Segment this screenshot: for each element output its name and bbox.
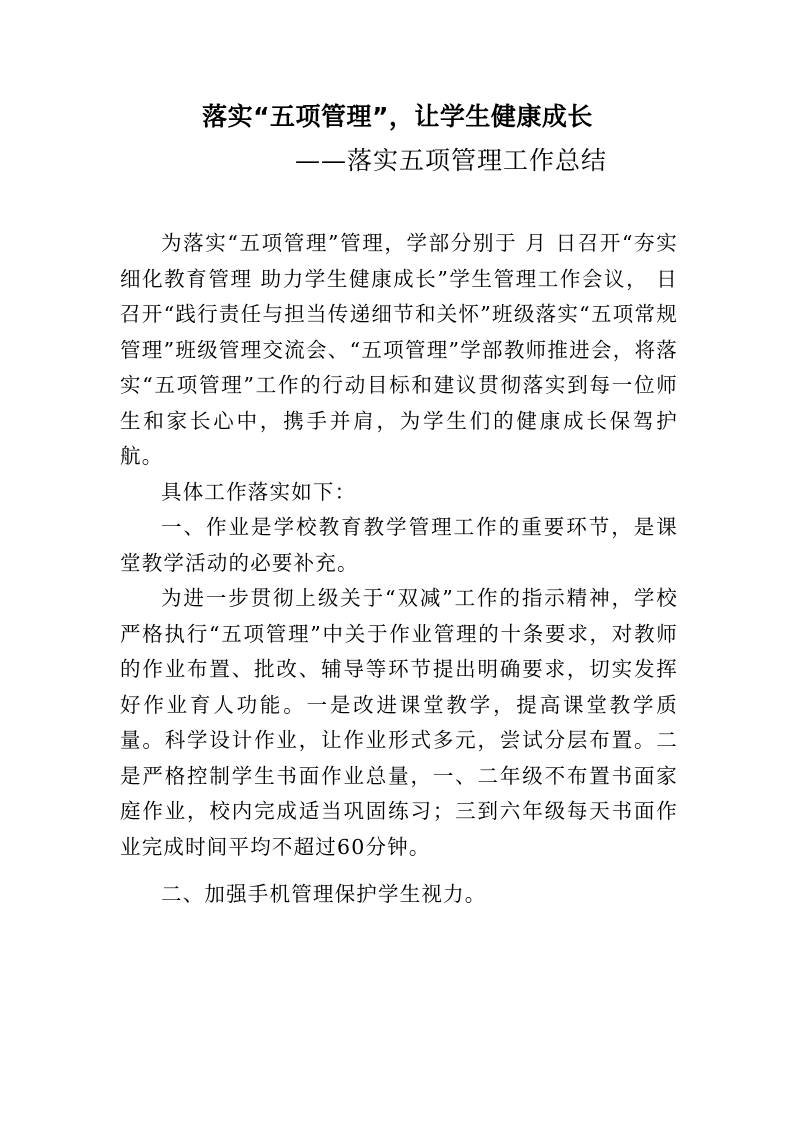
paragraph-intro: 为落实“五项管理”管理，学部分别于 月 日召开“夯实细化教育管理 助力学生健康成长”学生管理工作会议， 日召开“践行责任与担当传递细节和关怀”班级落实“五项常规管理”班级管理交流会、“五项管理”学部教师推进会，将落实“五项管理”工作的行动目标和建议贯彻落实到每一位师生和家长心中，携手并肩，为学生们的健康成长保驾护航。 [120,231,678,468]
paragraph-section-one-heading: 一、作业是学校教育教学管理工作的重要环节，是课堂教学活动的必要补充。 [120,515,678,575]
paragraph-homework-management: 为进一步贯彻上级关于“双减”工作的指示精神，学校严格执行“五项管理”中关于作业管理的十条要求，对教师的作业布置、批改、辅导等环节提出明确要求，切实发挥好作业育人功能。一是改进课堂教学，提高课堂教学质量。科学设计作业，让作业形式多元，尝试分层布置。二是严格控制学生书面作业总量，一、二年级不布置书面家庭作业，校内完成适当巩固练习；三到六年级每天书面作业完成时间平均不超过60分钟。 [120,586,678,859]
document-title: 落实“五项管理”，让学生健康成长 [202,102,593,131]
document-subtitle: ——落实五项管理工作总结 [295,146,608,175]
document-body [120,226,678,913]
paragraph-section-two-heading: 二、加强手机管理保护学生视力。 [161,882,487,906]
paragraph-work-list-heading: 具体工作落实如下： [161,479,357,504]
